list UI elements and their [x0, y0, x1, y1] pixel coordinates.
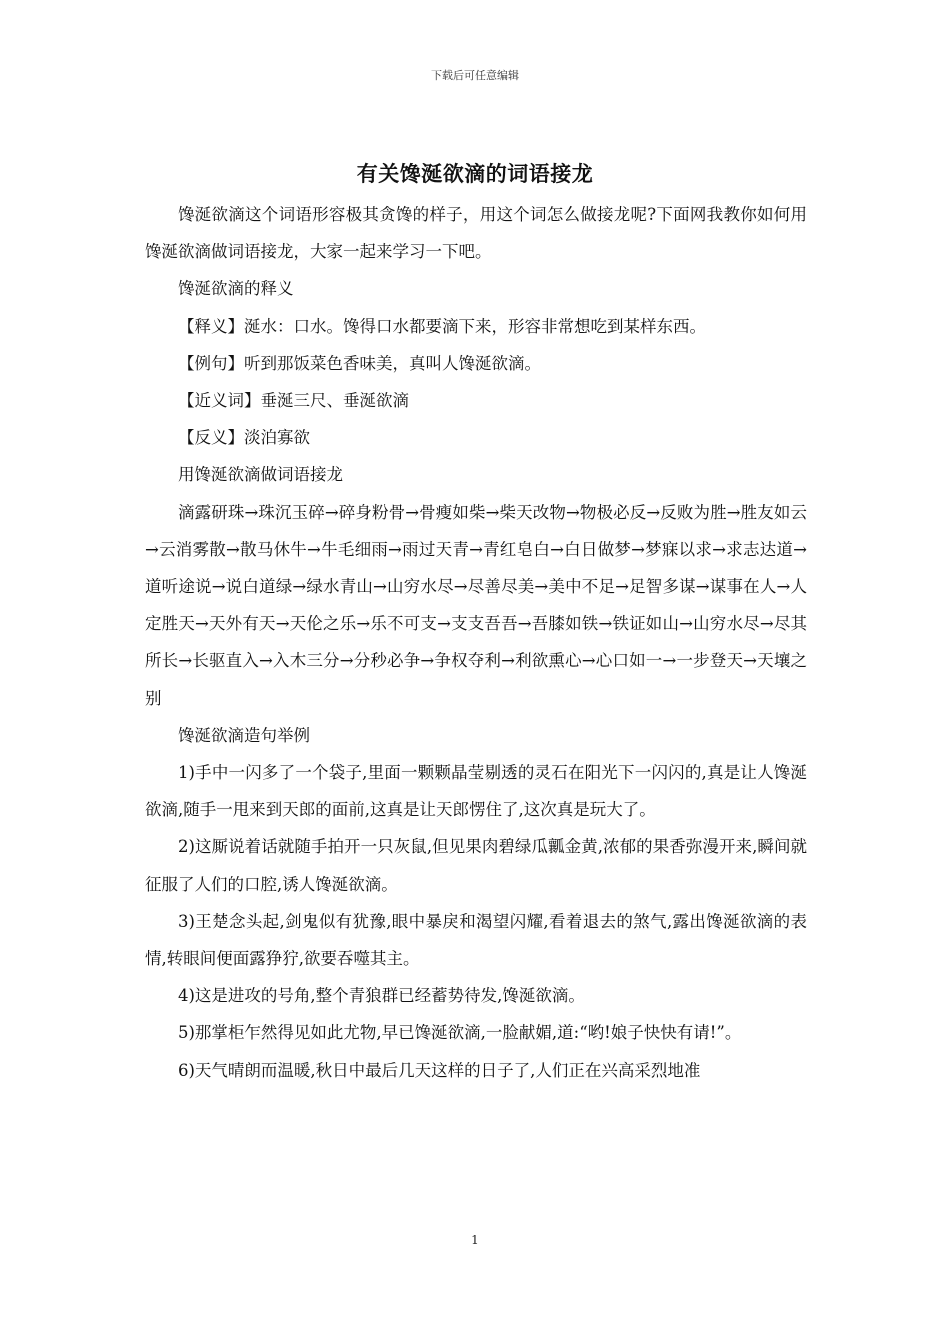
- document-body: [145, 196, 807, 1089]
- example-paragraph: 【例句】听到那饭菜色香味美，真叫人馋涎欲滴。: [178, 353, 541, 373]
- synonym-paragraph: 【近义词】垂涎三尺、垂涎欲滴: [178, 391, 409, 411]
- sentence-example-3: 3)王楚念头起,剑鬼似有犹豫,眼中暴戾和渴望闪耀,看着退去的煞气,露出馋涎欲滴的表情,转眼间便面露狰狞,欲要吞噬其主。: [145, 911, 807, 969]
- sentence-example-2: 2)这厮说着话就随手拍开一只灰鼠,但见果肉碧绿瓜瓤金黄,浓郁的果香弥漫开来,瞬间就征服了人们的口腔,诱人馋涎欲滴。: [145, 837, 807, 894]
- header-note: 下载后可任意编辑: [431, 69, 519, 82]
- section-heading-definition: 馋涎欲滴的释义: [178, 279, 294, 299]
- sentence-example-1: 1)手中一闪多了一个袋子,里面一颗颗晶莹剔透的灵石在阳光下一闪闪的,真是让人馋涎欲滴,随手一甩来到天郎的面前,这真是让天郎愣住了,这次真是玩大了。: [145, 763, 807, 820]
- word-chain-paragraph: 滴露研珠→珠沉玉碎→碎身粉骨→骨瘦如柴→柴天改物→物极必反→反败为胜→胜友如云→云消雾散→散马休牛→牛毛细雨→雨过天青→青红皂白→白日做梦→梦寐以求→求志达道→道听途说→说白道绿→绿水青山→山穷水尽→尽善尽美→美中不足→足智多谋→谋事在人→人定胜天→天外有天→天伦之乐→乐不可支→支支吾吾→吾膝如铁→铁证如山→山穷水尽→尽其所长→长驱直入→入木三分→分秒必争→争权夺利→利欲熏心→心口如一→一步登天→天壤之别: [145, 502, 807, 708]
- sentence-example-5: 5)那掌柜乍然得见如此尤物,早已馋涎欲滴,一脸献媚,道:“哟!娘子快快有请!”。: [178, 1023, 742, 1043]
- section-heading-sentences: 馋涎欲滴造句举例: [178, 725, 310, 745]
- page-number: 1: [471, 1233, 479, 1247]
- sentence-example-6: 6)天气晴朗而温暖,秋日中最后几天这样的日子了,人们正在兴高采烈地准: [178, 1060, 701, 1080]
- section-heading-chain: 用馋涎欲滴做词语接龙: [178, 465, 343, 485]
- document-title: 有关馋涎欲滴的词语接龙: [356, 161, 594, 186]
- antonym-paragraph: 【反义】淡泊寡欲: [178, 428, 310, 448]
- intro-paragraph: 馋涎欲滴这个词语形容极其贪馋的样子，用这个词怎么做接龙呢?下面网我教你如何用馋涎欲滴做词语接龙，大家一起来学习一下吧。: [145, 205, 807, 262]
- sentence-example-4: 4)这是进攻的号角,整个青狼群已经蓄势待发,馋涎欲滴。: [178, 986, 585, 1006]
- definition-paragraph: 【释义】涎水：口水。馋得口水都要滴下来，形容非常想吃到某样东西。: [178, 316, 706, 336]
